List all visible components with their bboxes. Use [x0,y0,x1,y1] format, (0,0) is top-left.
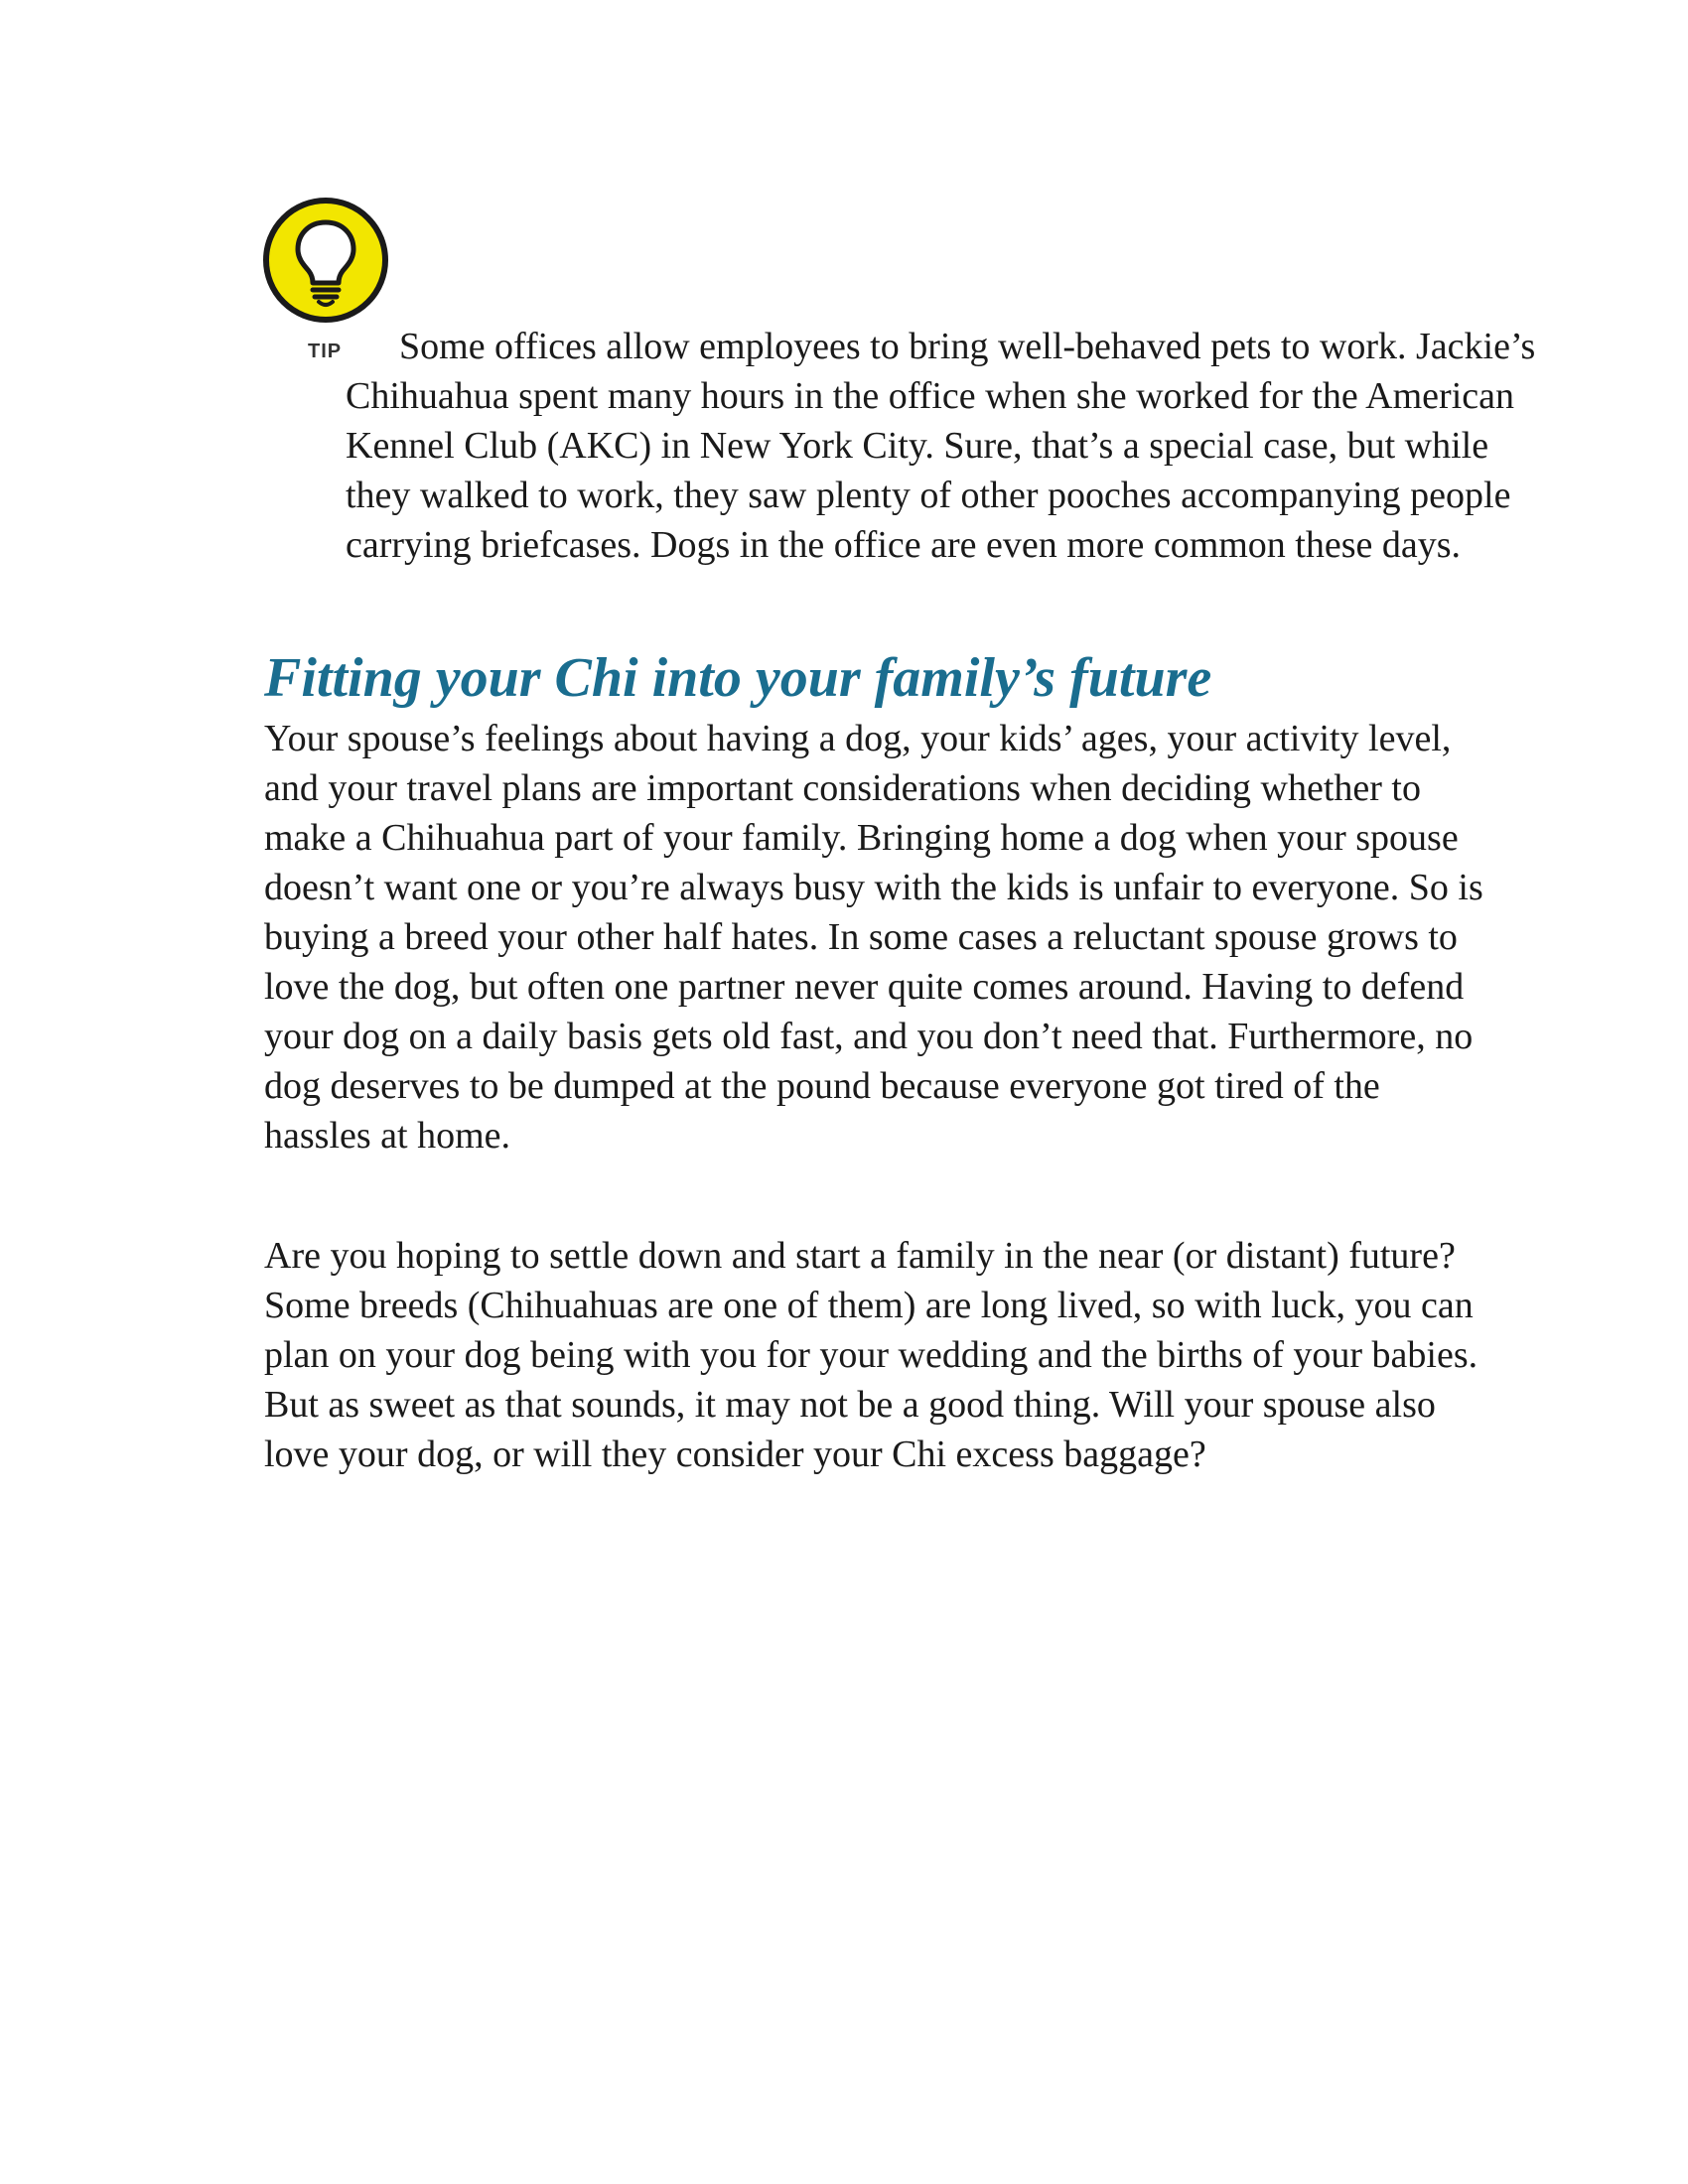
body-paragraph: Your spouse’s feelings about having a dog, your kids’ ages, your activity level, and your travel plans are important considerations when deciding whether to make a Chihuahua part of your family. Bringing home a dog when your spouse doesn’t want one or you’re always busy with the kids is unfair to everyone. So is buying a breed your other half hates. In some cases a reluctant spouse grows to love the dog, but often one partner never quite comes around. Having to defend your dog on a daily basis gets old fast, and you don’t need that. Furthermore, no dog deserves to be dumped at the pound because everyone got tired of the hassles at home. [264,718,1483,1157]
lightbulb-icon [262,197,389,324]
tip-text: Some offices allow employees to bring well-behaved pets to work. Jackie’s Chihuahua spent many hours in the office when she worked for the American Kennel Club (AKC) in New York City. Sure, that’s a special case, but while they walked to work, they saw plenty of other pooches accompanying people carrying briefcases. Dogs in the office are even more common these days. [346,326,1536,566]
tip-label: TIP [308,341,343,362]
section-heading: Fitting your Chi into your family’s future [264,647,1212,709]
body-paragraph: Are you hoping to settle down and start a family in the near (or distant) future? Some breeds (Chihuahuas are one of them) are long lived, so with luck, you can plan on your dog being with you for your wedding and the births of your babies. But as sweet as that sounds, it may not be a good thing. Will your spouse also love your dog, or will they consider your Chi excess baggage? [264,1235,1478,1475]
